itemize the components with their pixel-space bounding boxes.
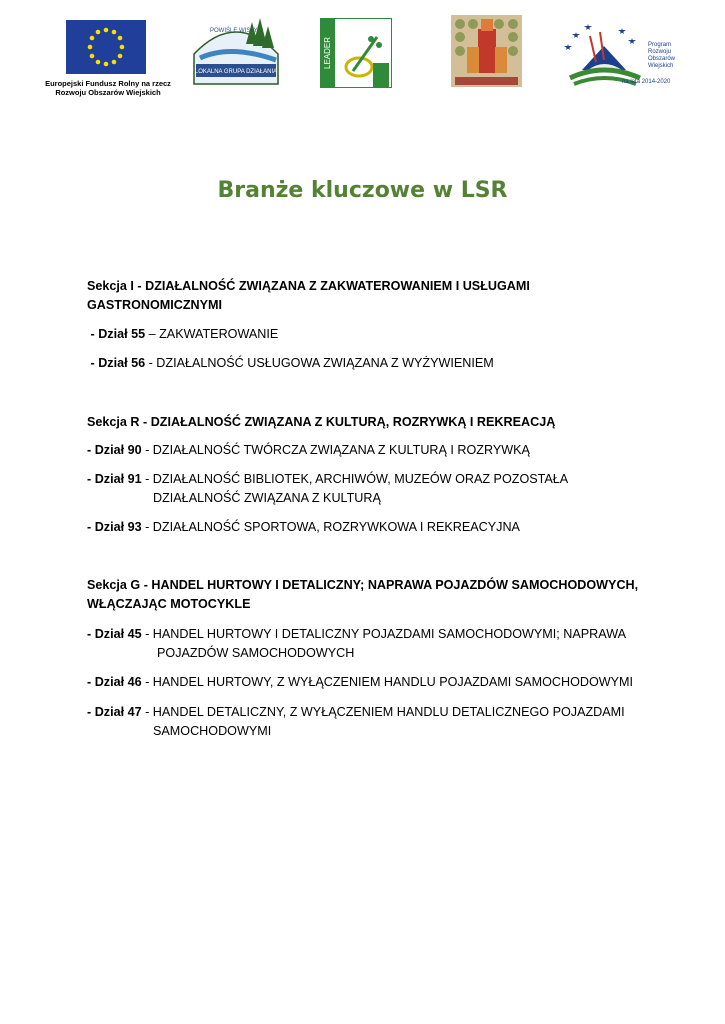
item-text: - HANDEL HURTOWY I DETALICZNY POJAZDAMI SAMOCHODOWYMI; NAPRAWA: [141, 627, 627, 641]
item-prefix: - Dział 47: [87, 705, 142, 719]
item-prefix: - Dział 56: [87, 356, 146, 370]
eu-caption-line2: Rozwoju Obszarów Wiejskich: [55, 88, 161, 97]
item-text: - DZIAŁALNOŚĆ TWÓRCZA ZWIĄZANA Z KULTURĄ I ROZRYWKĄ: [141, 443, 530, 457]
list-item: [87, 703, 647, 741]
section-i: [87, 277, 647, 315]
list-item: [87, 625, 647, 663]
lgd-logo: [190, 14, 282, 86]
section-heading: [87, 576, 647, 614]
section-prefix: Sekcja G -: [87, 578, 152, 592]
section-r: [87, 413, 647, 432]
lgd-top-text: POWIŚLE WISŁY: [210, 28, 258, 34]
item-continuation: SAMOCHODOWYMI: [153, 724, 272, 738]
list-item: [87, 325, 647, 344]
item-text: - HANDEL DETALICZNY, Z WYŁĄCZENIEM HANDLU DETALICZNEGO POJAZDAMI: [141, 705, 625, 719]
section-heading-line1: HANDEL HURTOWY I DETALICZNY; NAPRAWA POJAZDÓW SAMOCHODOWYCH,: [151, 578, 639, 592]
item-prefix: - Dział 91: [87, 472, 142, 486]
section-heading-line1: DZIAŁALNOŚĆ ZWIĄZANA Z ZAKWATEROWANIEM I USŁUGAMI: [145, 279, 530, 293]
prow-text-line: Program: [648, 42, 672, 48]
item-continuation: POJAZDÓW SAMOCHODOWYCH: [157, 646, 355, 660]
prow-text-line: Rozwoju: [648, 49, 672, 55]
section-g: [87, 576, 647, 614]
item-text: - HANDEL HURTOWY, Z WYŁĄCZENIEM HANDLU POJAZDAMI SAMOCHODOWYMI: [141, 675, 634, 689]
section-prefix: Sekcja R -: [87, 415, 151, 429]
prow-text-line: Wiejskich: [648, 63, 674, 69]
prow-years: na lata 2014-2020: [622, 79, 671, 85]
item-prefix: - Dział 45: [87, 627, 142, 641]
item-text: - DZIAŁALNOŚĆ SPORTOWA, ROZRYWKOWA I REKREACYJNA: [141, 520, 520, 534]
page-title: Branże kluczowe w LSR: [217, 178, 508, 203]
item-prefix: - Dział 55: [87, 327, 146, 341]
leader-logo-mosaic: [451, 15, 522, 87]
prow-text-line: Obszarów: [648, 56, 676, 62]
prow-text: [648, 42, 675, 70]
section-heading-line2: GASTRONOMICZNYMI: [87, 298, 223, 312]
leader-text: LEADER: [323, 36, 332, 69]
list-item: [87, 673, 687, 692]
list-item: [87, 354, 647, 373]
item-prefix: - Dział 90: [87, 443, 142, 457]
item-prefix: - Dział 93: [87, 520, 142, 534]
section-heading-line2: WŁĄCZAJĄC MOTOCYKLE: [87, 597, 251, 611]
eu-logo: [38, 20, 178, 97]
section-heading: [87, 413, 647, 432]
section-heading-line1: DZIAŁALNOŚĆ ZWIĄZANA Z KULTURĄ, ROZRYWKĄ I REKREACJĄ: [150, 415, 556, 429]
eu-caption: [38, 79, 178, 97]
prow-logo: [560, 22, 680, 92]
section-heading: [87, 277, 647, 315]
list-item: [87, 441, 647, 460]
item-continuation: DZIAŁALNOŚĆ ZWIĄZANA Z KULTURĄ: [153, 491, 381, 505]
list-item: [87, 518, 647, 537]
lgd-band-text: LOKALNA GRUPA DZIAŁANIA: [194, 69, 278, 75]
item-text: - DZIAŁALNOŚĆ BIBLIOTEK, ARCHIWÓW, MUZEÓW ORAZ POZOSTAŁA: [141, 472, 569, 486]
item-text: - DZIAŁALNOŚĆ USŁUGOWA ZWIĄZANA Z WYŻYWIENIEM: [145, 356, 494, 370]
leader-logo-green: [320, 18, 392, 88]
section-prefix: Sekcja I -: [87, 279, 146, 293]
item-text: – ZAKWATEROWANIE: [145, 327, 279, 341]
item-prefix: - Dział 46: [87, 675, 142, 689]
eu-flag-icon: [66, 20, 146, 74]
eu-caption-line1: Europejski Fundusz Rolny na rzecz: [45, 79, 171, 88]
list-item: [87, 470, 647, 508]
